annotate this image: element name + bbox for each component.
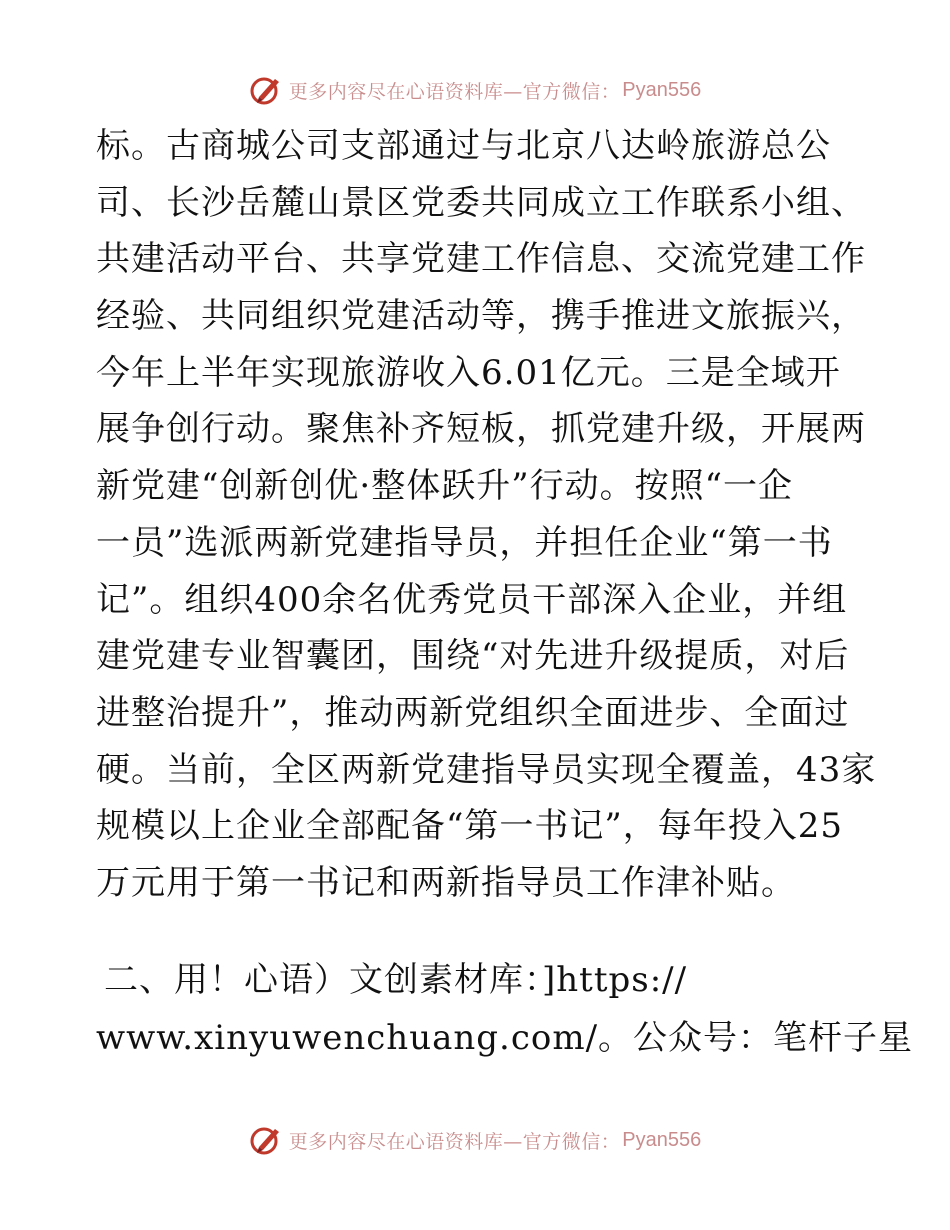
- body-line: 经验、共同组织党建活动等，携手推进文旅振兴，: [96, 296, 866, 337]
- document-body: [96, 118, 876, 912]
- pen-logo-icon: [249, 73, 283, 107]
- body-line: 今年上半年实现旅游收入6.01亿元。三是全域开: [96, 352, 841, 393]
- body-line: 一员”选派两新党建指导员，并担任企业“第一书: [96, 522, 833, 563]
- body-line: 记”。组织400余名优秀党员干部深入企业，并组: [96, 579, 848, 620]
- body-line: 共建活动平台、共享党建工作信息、交流党建工作: [96, 239, 866, 280]
- watermark-top: [0, 70, 950, 110]
- body-line: 新党建“创新创优·整体跃升”行动。按照“一企: [96, 466, 793, 507]
- section-url-line: www.xinyuwenchuang.com/。公众号：笔杆子星: [96, 1018, 914, 1058]
- watermark-text: 更多内容尽在心语资料库—官方微信：: [288, 1130, 621, 1153]
- body-line: 建党建专业智囊团，围绕“对先进升级提质，对后: [96, 636, 850, 677]
- body-line: 硬。当前，全区两新党建指导员实现全覆盖，43家: [96, 749, 877, 790]
- watermark-text: 更多内容尽在心语资料库—官方微信：: [288, 80, 621, 103]
- body-line: 展争创行动。聚焦补齐短板，抓党建升级，开展两: [96, 409, 866, 450]
- pen-logo-icon: [249, 1123, 283, 1157]
- watermark-id: Pyan556: [622, 1128, 702, 1151]
- body-line: 万元用于第一书记和两新指导员工作津补贴。: [96, 862, 796, 903]
- watermark-id: Pyan556: [622, 78, 702, 101]
- watermark-bottom: [0, 1120, 950, 1160]
- section-heading-line: 二、用！心语）文创素材库：]https://: [104, 960, 688, 1000]
- body-line: 进整治提升”，推动两新党组织全面进步、全面过: [96, 692, 850, 733]
- body-line: 规模以上企业全部配备“第一书记”，每年投入25: [96, 806, 844, 847]
- body-line: 标。古商城公司支部通过与北京八达岭旅游总公: [96, 126, 831, 166]
- body-line: 司、长沙岳麓山景区党委共同成立工作联系小组、: [96, 182, 866, 223]
